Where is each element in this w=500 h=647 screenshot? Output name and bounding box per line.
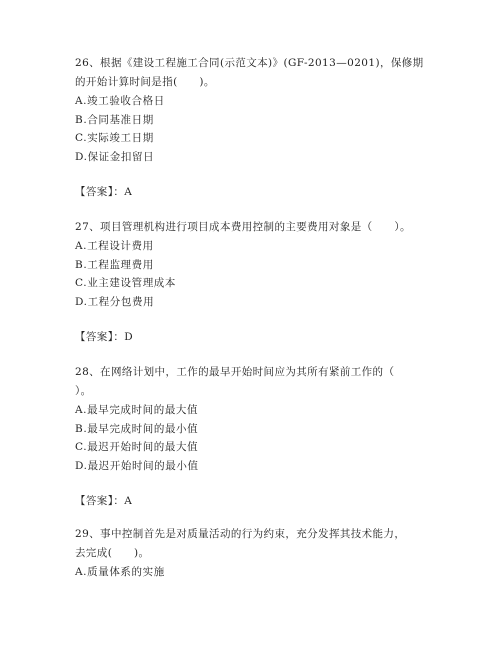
option-a: A.最早完成时间的最大值 [75,404,199,416]
option-d: D.最迟开始时间的最小值 [75,459,199,472]
option-b: B.最早完成时间的最小值 [75,422,199,435]
option-d: D.工程分包费用 [75,295,155,308]
question-26 [75,54,435,201]
question-stem: 26、根据《建设工程施工合同(示范文本)》(GF-2013—0201)，保修期 [75,57,424,69]
question-stem: 的开始计算时间是指( )。 [75,76,215,88]
question-stem: 29、事中控制首先是对质量活动的行为约束，充分发挥其技术能力， [75,528,406,540]
question-stem: 27、项目管理机构进行项目成本费用控制的主要费用对象是（ ）。 [75,221,411,233]
question-29 [75,525,435,582]
answer: 【答案】：A [75,186,133,198]
question-stem: ）。 [75,385,92,397]
option-c: C.实际竣工日期 [75,132,154,144]
option-a: A.工程设计费用 [75,240,154,252]
option-a: A.竣工验收合格日 [75,95,165,107]
option-a: A.质量体系的实施 [75,566,165,578]
answer: 【答案】：A [75,495,133,507]
question-stem: 28、在网络计划中，工作的最早开始时间应为其所有紧前工作的（ [75,366,395,378]
question-27 [75,218,435,346]
question-stem: 去完成( )。 [75,547,150,559]
option-d: D.保证金扣留日 [75,150,155,163]
option-c: C.最迟开始时间的最大值 [75,441,199,453]
option-b: B.工程监理费用 [75,258,154,271]
question-28 [75,363,435,510]
option-c: C.业主建设管理成本 [75,277,176,289]
answer: 【答案】：D [75,331,134,343]
option-b: B.合同基准日期 [75,113,154,126]
